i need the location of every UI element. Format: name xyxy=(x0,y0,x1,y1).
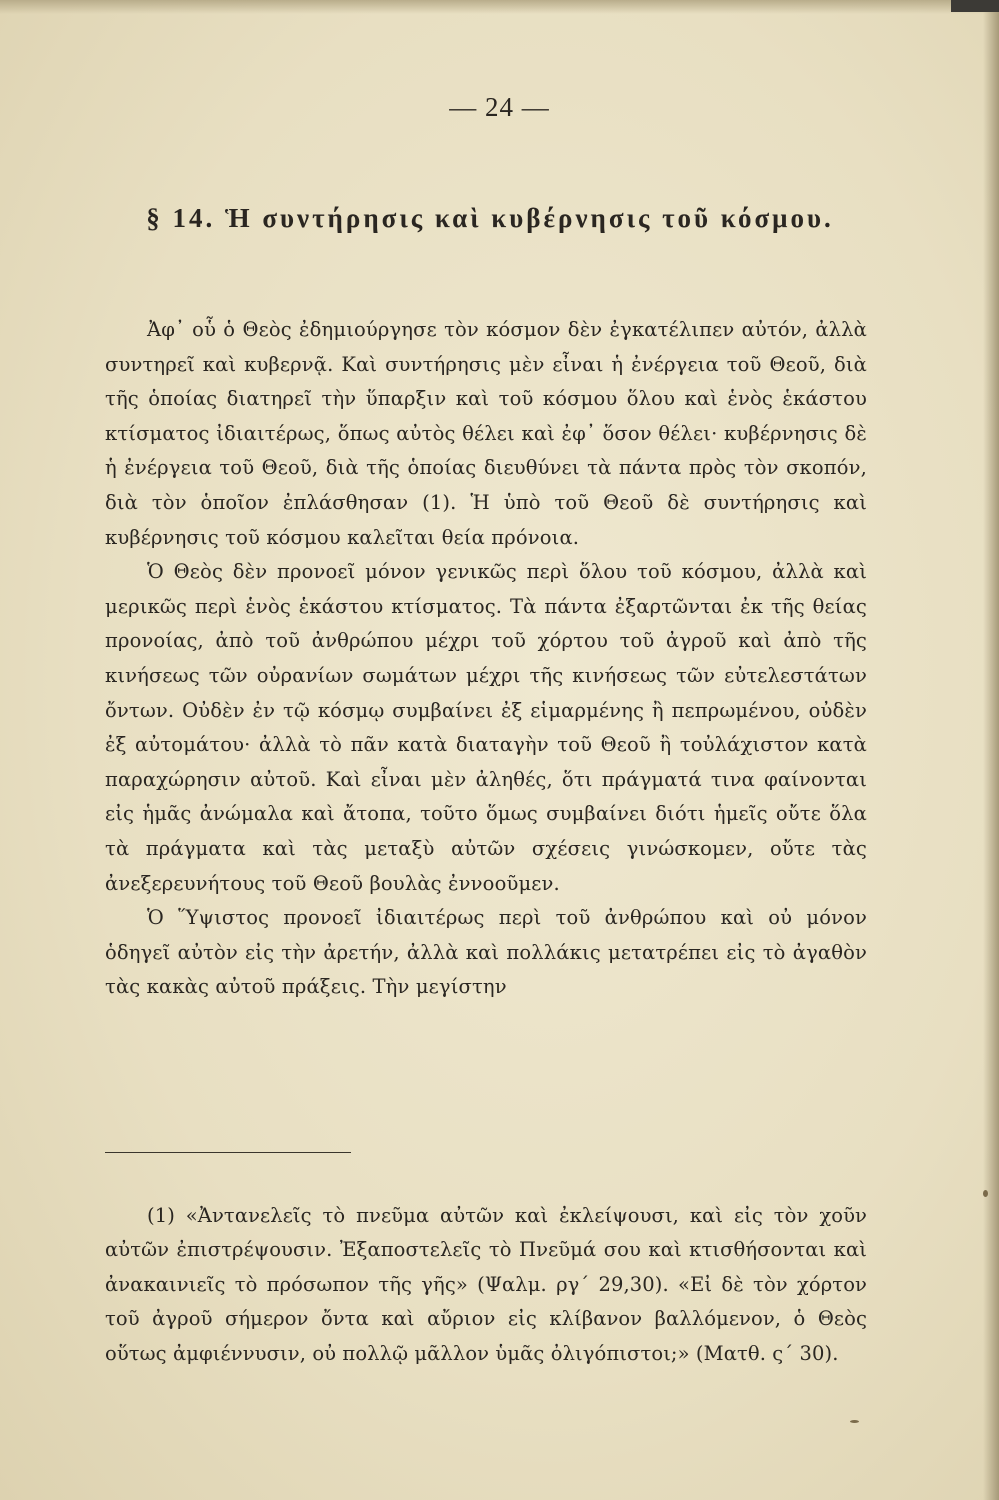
paragraph: Ὁ Θεὸς δὲν προνοεῖ μόνον γενικῶς περὶ ὅλου τοῦ κόσμου, ἀλλὰ καὶ μερικῶς περὶ ἑνὸς ἑκάστου κτίσματος. Τὰ πάντα ἐξαρτῶνται ἐκ τῆς θείας προνοίας, ἀπὸ τοῦ ἀνθρώπου μέχρι τοῦ χόρτου τοῦ ἀγροῦ καὶ ἀπὸ τῆς κινήσεως τῶν οὐρανίων σωμάτων μέχρι τῆς κινήσεως τῶν εὐτελεστάτων ὄντων. Οὐδὲν ἐν τῷ κόσμῳ συμβαίνει ἐξ εἱμαρμένης ἢ πεπρωμένου, οὐδὲν ἐξ αὐτομάτου· ἀλλὰ τὸ πᾶν κατὰ διαταγὴν τοῦ Θεοῦ ἢ τοὐλάχιστον κατὰ παραχώρησιν αὐτοῦ. Καὶ εἶναι μὲν ἀληθές, ὅτι πράγματά τινα φαίνονται εἰς ἡμᾶς ἀνώμαλα καὶ ἄτοπα, τοῦτο ὅμως συμβαίνει διότι ἡμεῖς οὔτε ὅλα τὰ πράγματα καὶ τὰς μεταξὺ αὐτῶν σχέσεις γινώσκομεν, οὔτε τὰς ἀνεξερευνήτους τοῦ Θεοῦ βουλὰς ἐννοοῦμεν. xyxy=(105,560,867,895)
page-top-shadow xyxy=(0,0,999,14)
page-number: — 24 — xyxy=(449,92,550,122)
body-text xyxy=(105,313,867,1005)
paragraph: Ἀφ᾽ οὗ ὁ Θεὸς ἐδημιούργησε τὸν κόσμον δὲν ἐγκατέλιπεν αὐτόν, ἀλλὰ συντηρεῖ καὶ κυβερνᾷ. Καὶ συντήρησις μὲν εἶναι ἡ ἐνέργεια τοῦ Θεοῦ, διὰ τῆς ὁποίας διατηρεῖ τὴν ὕπαρξιν καὶ τοῦ κόσμου ὅλου καὶ ἑνὸς ἑκάστου κτίσματος ἰδιαιτέρως, ὅπως αὐτὸς θέλει καὶ ἐφ᾽ ὅσον θέλει· κυβέρνησις δὲ ἡ ἐνέργεια τοῦ Θεοῦ, διὰ τῆς ὁποίας διευθύνει τὰ πάντα πρὸς τὸν σκοπόν, διὰ τὸν ὁποῖον ἐπλάσθησαν (1). Ἡ ὑπὸ τοῦ Θεοῦ δὲ συντήρησις καὶ κυβέρνησις τοῦ κόσμου καλεῖται θεία πρόνοια. xyxy=(105,318,867,549)
paragraph: Ὁ Ὕψιστος προνοεῖ ἰδιαιτέρως περὶ τοῦ ἀνθρώπου καὶ οὐ μόνον ὁδηγεῖ αὐτὸν εἰς τὴν ἀρετήν, ἀλλὰ καὶ πολλάκις μετατρέπει εἰς τὸ ἀγαθὸν τὰς κακὰς αὐτοῦ πράξεις. Τὴν μεγίστην xyxy=(105,906,867,999)
page-right-shadow xyxy=(983,0,999,1500)
corner-mark xyxy=(951,0,999,12)
footnote-text: (1) «Ἀντανελεῖς τὸ πνεῦμα αὐτῶν καὶ ἐκλείψουσι, καὶ εἰς τὸν χοῦν αὐτῶν ἐπιστρέψουσιν. Ἐξαποστελεῖς τὸ Πνεῦμά σου καὶ κτισθήσονται καὶ ἀνακαινιεῖς τὸ πρόσωπον τῆς γῆς» (Ψαλμ. ργ´ 29,30). «Εἰ δὲ τὸν χόρτον τοῦ ἀγροῦ σήμερον ὄντα καὶ αὔριον εἰς κλίβανον βαλλόμενον, ὁ Θεὸς οὕτως ἀμφιέννυσιν, οὐ πολλῷ μᾶλλον ὑμᾶς ὀλιγόπιστοι;» (Ματθ. ς´ 30). xyxy=(105,1204,867,1365)
paper-speck xyxy=(850,1420,859,1423)
footnote-divider xyxy=(105,1152,351,1153)
section-heading: § 14. Ἡ συντήρησις καὶ κυβέρνησις τοῦ κόσμου. xyxy=(146,203,834,233)
paper-speck xyxy=(983,1190,988,1197)
footnote xyxy=(105,1199,867,1371)
